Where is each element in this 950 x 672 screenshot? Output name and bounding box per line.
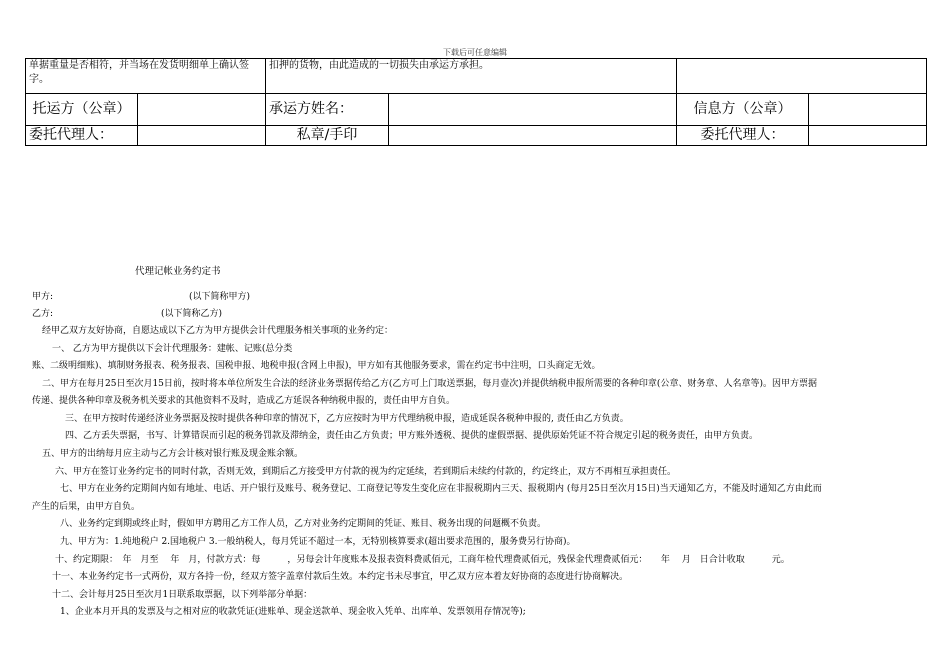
agent-label-right: 委托代理人： xyxy=(677,126,809,146)
agent-label-left: 委托代理人： xyxy=(26,126,138,146)
agreement-line: 七、甲方在业务约定期间内如有地址、电话、开户银行及账号、税务登记、工商登记等发生变化应在非报税期内三天、报税期内 (每月25日至次月15日)当天通知乙方，不能及时通知乙方由此而 xyxy=(60,484,822,494)
shipper-seal-field xyxy=(138,94,266,126)
form-row-terms xyxy=(26,59,927,94)
agreement-line: 十一、本业务约定书一式两份，双方各持一份，经双方签字盖章付款后生效。本约定书未尽事宜，甲乙双方应本着友好协商的态度进行协商解决。 xyxy=(52,572,629,582)
terms-cell-right xyxy=(677,59,927,94)
party-b-alias: (以下简称乙方) xyxy=(161,309,223,319)
terms-cell-left: 单据重量是否相符，并当场在发货明细单上确认签字。 xyxy=(26,59,266,94)
agreement-line: 九、甲方为：1.纯地税户 2.国地税户 3.一般纳税人，每月凭证不超过一本，无特别核算要求(超出要求范围的，服务费另行协商)。 xyxy=(60,537,576,547)
agreement-line: 二、甲方在每月25日至次月15日前，按时将本单位所发生合法的经济业务票据传给乙方(乙方可上门取送票据，每月壹次)并提供纳税申报所需要的各种印章(公章、财务章、人名章等)。因甲方票据 xyxy=(42,379,817,389)
party-a-label: 甲方: xyxy=(32,292,54,302)
agent-field-right xyxy=(809,126,927,146)
agreement-line: 一、 乙方为甲方提供以下会计代理服务：建帐、记账(总分类 xyxy=(52,344,293,354)
agreement-line: 十、约定期限： 年 月至 年 月，付款方式：每 ，另每会计年度账本及报表资料费贰佰元，工商年检代理费贰佰元，残保金代理费贰佰元： 年 月 日合计收取 元。 xyxy=(55,555,790,565)
agreement-title: 代理记帐业务约定书 xyxy=(135,266,221,277)
shipper-seal-label: 托运方（公章） xyxy=(26,94,138,126)
agreement-line: 1、企业本月开具的发票及与之相对应的收款凭证(进账单、现金送款单、现金收入凭单、出库单、发票领用存情况等); xyxy=(60,607,526,617)
agreement-line: 五、甲方的出纳每月应主动与乙方会计核对银行账及现金账余额。 xyxy=(42,449,304,459)
agreement-line: 八、业务约定到期或终止时，假如甲方聘用乙方工作人员，乙方对业务约定期间的凭证、账目、税务出现的问题概不负责。 xyxy=(60,519,547,529)
carrier-name-label: 承运方姓名： xyxy=(266,94,389,126)
agreement-line: 账、二级明细账)、填制财务报表、税务报表、国税申报、地税申报(含网上申报)，甲方如有其他服务要求，需在约定书中注明，口头商定无效。 xyxy=(32,361,601,371)
agreement-line: 产生的后果，由甲方自负。 xyxy=(32,502,141,512)
agreement-line: 传递、提供各种印章及税务机关要求的其他资料不及时，造成乙方延误各种纳税申报的，责任由甲方自负。 xyxy=(32,396,456,406)
form-row-agents xyxy=(26,126,927,146)
info-party-seal-label: 信息方（公章） xyxy=(677,94,809,126)
agreement-line: 四、乙方丢失票据，书写、计算错误而引起的税务罚款及滞纳金，责任由乙方负责；甲方账外透税、提供的虚假票据、提供原始凭证不符合规定引起的税务责任，由甲方负责。 xyxy=(65,431,759,441)
agreement-line: 十二、会计每月25日至次月1日联系取票据，以下列举部分单据： xyxy=(52,590,313,600)
header-note: 下载后可任意编辑 xyxy=(443,48,507,57)
agreement-line: 经甲乙双方友好协商，自愿达成以下乙方为甲方提供会计代理服务相关事项的业务约定： xyxy=(42,326,394,336)
agent-field-left xyxy=(138,126,266,146)
agreement-line: 三、在甲方按时传递经济业务票据及按时提供各种印章的情况下，乙方应按时为甲方代理纳税申报，造成延误各税种申报的, 责任由乙方负责。 xyxy=(65,414,629,424)
carrier-name-field xyxy=(389,94,677,126)
contract-form-table xyxy=(25,58,927,146)
seal-label: 私章/手印 xyxy=(266,126,389,146)
party-a-alias: (以下简称甲方) xyxy=(189,292,251,302)
terms-cell-middle: 扣押的货物，由此造成的一切损失由承运方承担。 xyxy=(266,59,677,94)
agreement-line: 六、甲方在签订业务约定书的同时付款，否则无效，到期后乙方接受甲方付款的视为约定延续，若到期后未续约付款的，约定终止，双方不再相互承担责任。 xyxy=(55,467,677,477)
form-row-parties xyxy=(26,94,927,126)
seal-field xyxy=(389,126,677,146)
party-b-label: 乙方: xyxy=(32,309,54,319)
info-party-seal-field xyxy=(809,94,927,126)
